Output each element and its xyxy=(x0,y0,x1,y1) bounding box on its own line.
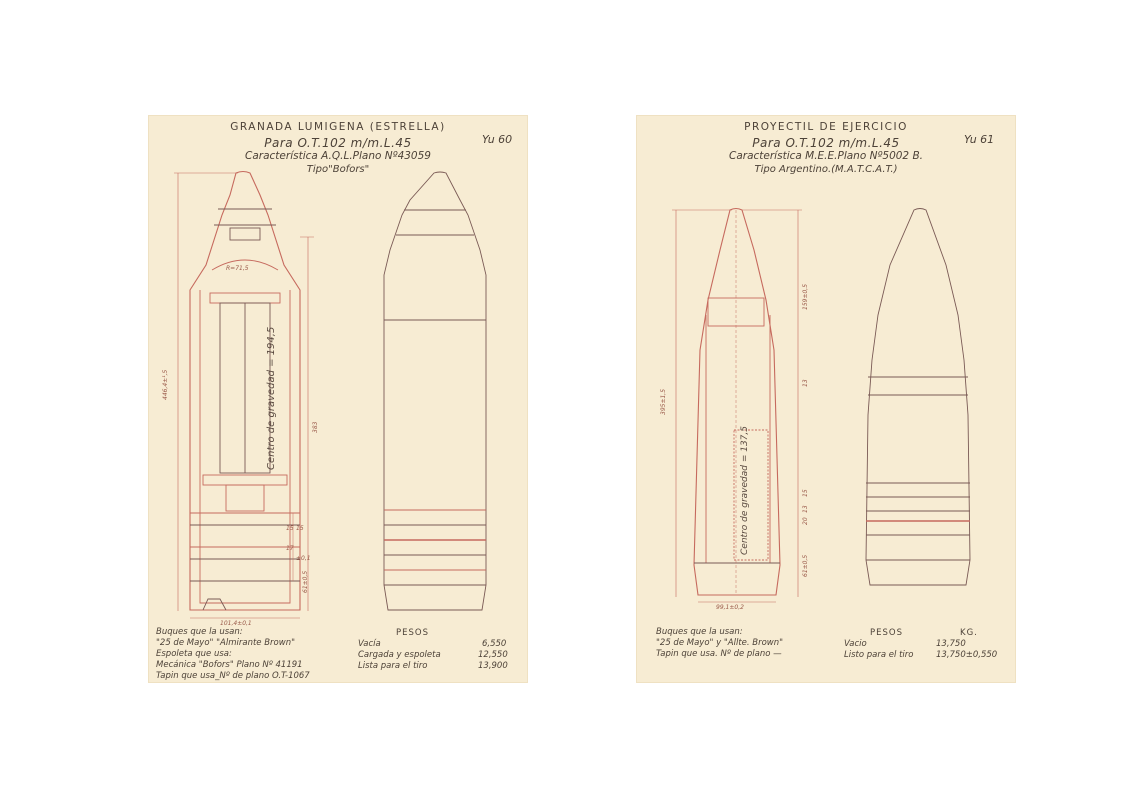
dim-height: 383 xyxy=(312,421,319,433)
weight-value-0: 6,550 xyxy=(482,639,507,649)
weight-value-2: 13,900 xyxy=(478,661,508,671)
weights-header: PESOS xyxy=(870,628,903,638)
dim-band-c: 13 xyxy=(802,505,809,513)
dim-band-b: 15 xyxy=(802,489,809,497)
weight-label-1: Cargada y espoleta xyxy=(358,650,441,660)
ships-value: "25 de Mayo" "Almirante Brown" xyxy=(156,638,295,648)
unit-header: KG. xyxy=(960,628,978,638)
card-type: Tipo Argentino.(M.A.T.C.A.T.) xyxy=(754,164,898,175)
card-title: PROYECTIL DE EJERCICIO xyxy=(744,121,908,133)
dim-band-e: 61±0,5 xyxy=(802,554,809,577)
dim-total-length: 446,4±¹,5 xyxy=(162,369,169,400)
shell-drawing xyxy=(636,115,1016,683)
ships-label: Buques que la usan: xyxy=(156,627,243,637)
card-subtitle: Para O.T.102 m/m.L.45 xyxy=(752,136,900,150)
weight-label-0: Vacio xyxy=(844,639,867,649)
weight-value-1: 12,550 xyxy=(478,650,508,660)
ships-value: "25 de Mayo" y "Allte. Brown" xyxy=(656,638,784,648)
drawing-card-61 xyxy=(636,115,1016,683)
dim-top-length: 159±0,5 xyxy=(802,283,809,310)
dim-band-a: 13 xyxy=(802,379,809,387)
dim-band-b: 17 xyxy=(286,545,294,552)
card-title: GRANADA LUMIGENA (ESTRELLA) xyxy=(230,121,446,133)
dim-band-e: 61±0,5 xyxy=(302,570,309,593)
dim-total-length: 395±1,5 xyxy=(660,388,667,415)
weight-label-2: Lista para el tiro xyxy=(358,661,428,671)
weight-value-0: 13,750 xyxy=(936,639,966,649)
card-subtitle: Para O.T.102 m/m.L.45 xyxy=(264,136,412,150)
card-type: Tipo"Bofors" xyxy=(306,164,370,175)
fuze-label: Espoleta que usa: xyxy=(156,649,232,659)
fuze-value: Mecánica "Bofors" Plano Nº 41191 xyxy=(156,660,303,670)
shell-drawing xyxy=(148,115,528,683)
card-characteristic: Característica A.Q.L.Plano Nº43059 xyxy=(245,150,431,162)
dim-band-d: 20 xyxy=(802,517,809,525)
weight-value-1: 13,750±0,550 xyxy=(936,650,998,660)
weight-label-0: Vacía xyxy=(358,639,381,649)
plug-value: Tapin que usa_Nº de plano O.T-1067 xyxy=(156,671,310,681)
center-of-gravity: Centro de gravedad = 137,5 xyxy=(740,426,750,555)
center-of-gravity: Centro de gravedad = 194,5 xyxy=(266,326,277,470)
dim-band-c: 15 xyxy=(296,525,304,532)
dim-band-a: 15 xyxy=(286,525,294,532)
dim-fuze: R=71,5 xyxy=(226,265,249,272)
dim-diameter: 101,4±0,1 xyxy=(220,620,252,627)
plug-value: Tapin que usa. Nº de plano — xyxy=(656,649,782,659)
weight-label-1: Listo para el tiro xyxy=(844,650,914,660)
ships-label: Buques que la usan: xyxy=(656,627,743,637)
dim-diameter: 99,1±0,2 xyxy=(716,604,744,611)
card-ref: Yu 60 xyxy=(482,133,513,146)
dim-band-d: ±0,1 xyxy=(296,555,311,562)
card-characteristic: Característica M.E.E.Plano Nº5002 B. xyxy=(729,150,923,162)
card-ref: Yu 61 xyxy=(964,133,995,146)
drawing-card-60 xyxy=(148,115,528,683)
weights-header: PESOS xyxy=(396,628,429,638)
